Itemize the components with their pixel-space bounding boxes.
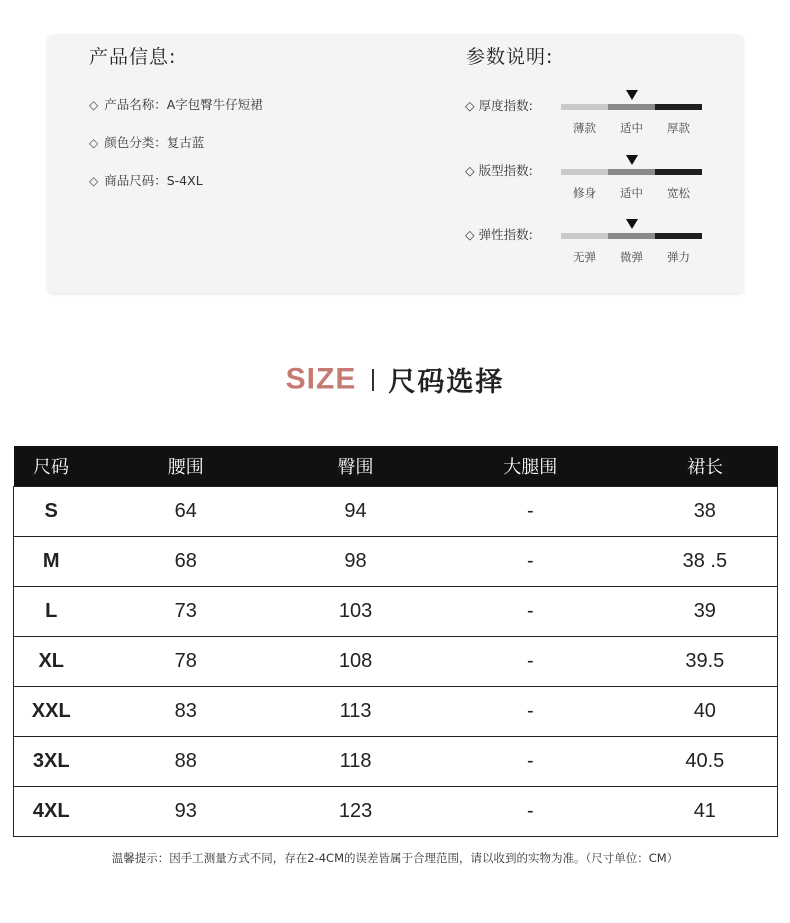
- cell-thigh: -: [428, 787, 633, 837]
- params-title: 参数说明:: [466, 46, 554, 68]
- cell-waist: 88: [88, 737, 283, 787]
- cell-waist: 83: [88, 687, 283, 737]
- cell-waist: 78: [88, 637, 283, 687]
- heading-divider: [372, 369, 374, 391]
- cell-waist: 73: [88, 587, 283, 637]
- param-scale: [561, 104, 702, 135]
- cell-thigh: -: [428, 637, 633, 687]
- tick-label: 适中: [620, 186, 643, 200]
- tick-label: 无弹: [573, 250, 596, 264]
- tick-label: 宽松: [667, 186, 690, 200]
- indicator-arrow-icon: [626, 90, 638, 100]
- cell-waist: 93: [88, 787, 283, 837]
- diamond-icon: ◇: [465, 98, 475, 113]
- header-thigh: 大腿围: [428, 446, 633, 487]
- scale-segment-low: [561, 233, 608, 239]
- measurement-tip: 温馨提示：因手工测量方式不同，存在2-4CM的误差皆属于合理范围，请以收到的实物为准。（尺寸单位：CM）: [111, 851, 679, 865]
- info-item-name: ◇ 产品名称：A字包臀牛仔短裙: [89, 97, 263, 112]
- indicator-arrow-icon: [626, 155, 638, 165]
- table-row: [14, 537, 778, 587]
- cell-hip: 94: [283, 487, 428, 537]
- diamond-icon: ◇: [465, 227, 475, 242]
- scale-segment-low: [561, 104, 608, 110]
- product-info-title: 产品信息:: [89, 46, 177, 68]
- cell-thigh: -: [428, 487, 633, 537]
- param-label: ◇ 弹性指数:: [465, 227, 533, 242]
- tick-label: 修身: [573, 186, 596, 200]
- param-scale: [561, 233, 702, 264]
- cell-hip: 98: [283, 537, 428, 587]
- cell-hip: 108: [283, 637, 428, 687]
- diamond-icon: ◇: [465, 163, 475, 178]
- header-hip: 臀围: [283, 446, 428, 487]
- cell-length: 40: [633, 687, 778, 737]
- diamond-icon: ◇: [89, 98, 99, 112]
- scale-segment-high: [655, 104, 702, 110]
- cell-length: 39.5: [633, 637, 778, 687]
- table-row: [14, 637, 778, 687]
- indicator-arrow-icon: [626, 219, 638, 229]
- cell-size: S: [14, 487, 89, 537]
- size-table: [13, 446, 778, 837]
- cell-thigh: -: [428, 687, 633, 737]
- header-length: 裙长: [633, 446, 778, 487]
- cell-size: 4XL: [14, 787, 89, 837]
- cell-thigh: -: [428, 737, 633, 787]
- cell-length: 40.5: [633, 737, 778, 787]
- scale-segment-mid: [608, 233, 655, 239]
- param-scale: [561, 169, 702, 200]
- size-heading-en: SIZE: [285, 362, 357, 396]
- cell-length: 38: [633, 487, 778, 537]
- cell-thigh: -: [428, 587, 633, 637]
- table-row: [14, 487, 778, 537]
- cell-length: 41: [633, 787, 778, 837]
- tick-label: 微弹: [620, 250, 643, 264]
- size-heading: [0, 360, 790, 400]
- scale-segment-low: [561, 169, 608, 175]
- cell-size: XL: [14, 637, 89, 687]
- table-row: [14, 737, 778, 787]
- table-row: [14, 687, 778, 737]
- cell-size: M: [14, 537, 89, 587]
- table-row: [14, 587, 778, 637]
- param-row-thickness: [465, 96, 725, 146]
- param-label: ◇ 版型指数:: [465, 163, 533, 178]
- cell-waist: 64: [88, 487, 283, 537]
- info-item-color: ◇ 颜色分类：复古蓝: [89, 135, 205, 150]
- table-header-row: [14, 446, 778, 487]
- cell-length: 38 .5: [633, 537, 778, 587]
- cell-length: 39: [633, 587, 778, 637]
- table-row: [14, 787, 778, 837]
- cell-size: XXL: [14, 687, 89, 737]
- header-waist: 腰围: [88, 446, 283, 487]
- param-row-fit: [465, 161, 725, 211]
- cell-hip: 123: [283, 787, 428, 837]
- diamond-icon: ◇: [89, 174, 99, 188]
- scale-segment-mid: [608, 104, 655, 110]
- tick-label: 适中: [620, 121, 643, 135]
- scale-segment-high: [655, 233, 702, 239]
- tick-label: 厚款: [667, 121, 690, 135]
- scale-segment-high: [655, 169, 702, 175]
- param-label: ◇ 厚度指数:: [465, 98, 533, 113]
- cell-hip: 118: [283, 737, 428, 787]
- cell-thigh: -: [428, 537, 633, 587]
- tick-label: 弹力: [667, 250, 690, 264]
- size-heading-cn: 尺码选择: [388, 367, 505, 398]
- cell-hip: 103: [283, 587, 428, 637]
- cell-size: L: [14, 587, 89, 637]
- diamond-icon: ◇: [89, 136, 99, 150]
- cell-hip: 113: [283, 687, 428, 737]
- param-row-elasticity: [465, 225, 725, 275]
- info-item-size: ◇ 商品尺码：S-4XL: [89, 173, 203, 188]
- cell-waist: 68: [88, 537, 283, 587]
- cell-size: 3XL: [14, 737, 89, 787]
- scale-segment-mid: [608, 169, 655, 175]
- tick-label: 薄款: [573, 121, 596, 135]
- header-size: 尺码: [14, 446, 89, 487]
